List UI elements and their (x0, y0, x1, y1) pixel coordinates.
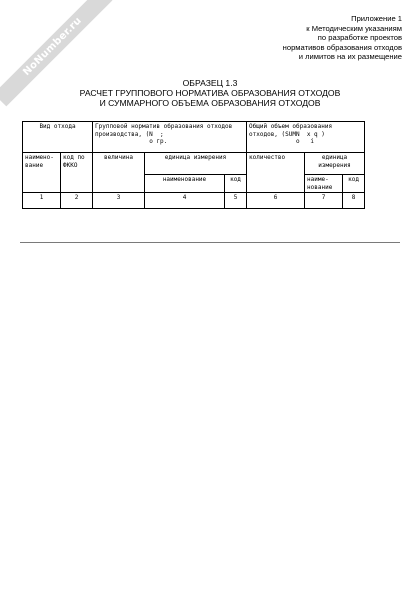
column-number: 6 (247, 193, 305, 209)
appendix-line: и лимитов на их размещение (298, 52, 402, 62)
name-header: наимено-вание (23, 153, 61, 193)
value-header: величина (93, 153, 145, 193)
unit2-code-header: код (343, 175, 365, 193)
column-number: 1 (23, 193, 61, 209)
column-number: 7 (305, 193, 343, 209)
group-norm-header: Групповой норматив образования отходов производства, (N ; о гр. (93, 122, 247, 153)
watermark: NoNumber.ru (0, 0, 112, 106)
title-line-2: И СУММАРНОГО ОБЪЕМА ОБРАЗОВАНИЯ ОТХОДОВ (99, 98, 321, 108)
unit-name-header: наименование (145, 175, 225, 193)
unit2-name-header: наиме-нование (305, 175, 343, 193)
column-number: 4 (145, 193, 225, 209)
appendix-line: по разработке проектов (317, 33, 402, 43)
unit-code-header: код (225, 175, 247, 193)
quantity-header: количество (247, 153, 305, 193)
column-number: 2 (61, 193, 93, 209)
appendix-line: к Методическим указаниям (306, 23, 402, 33)
title-line-1: РАСЧЕТ ГРУППОВОГО НОРМАТИВА ОБРАЗОВАНИЯ ОТХОДОВ (79, 88, 341, 98)
appendix-header (283, 14, 402, 62)
document-title (0, 78, 420, 108)
column-number: 8 (343, 193, 365, 209)
divider-line (20, 242, 400, 243)
column-number: 5 (225, 193, 247, 209)
unit-header: единица измерения (145, 153, 247, 175)
total-volume-header: Общий объем образования отходов, (SUMN х q ) о i (247, 122, 365, 153)
column-number: 3 (93, 193, 145, 209)
fkko-code-header: код по ФККО (61, 153, 93, 193)
appendix-line: Приложение 1 (351, 14, 402, 23)
unit2-header: единица измерения (305, 153, 365, 175)
appendix-line: нормативов образования отходов (282, 42, 402, 52)
waste-type-header: Вид отхода (23, 122, 93, 153)
sample-number: ОБРАЗЕЦ 1.3 (182, 78, 238, 88)
calculation-table (22, 121, 365, 209)
